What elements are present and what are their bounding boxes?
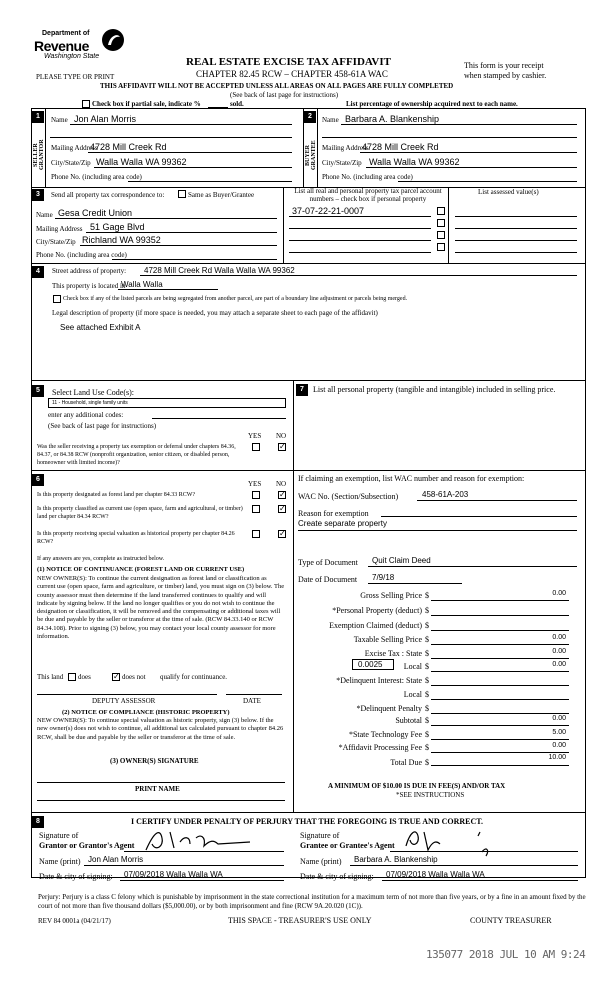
fee-label-processing: *Affidavit Processing Fee	[338, 743, 422, 752]
form-title: REAL ESTATE EXCISE TAX AFFIDAVIT	[186, 56, 391, 68]
historic-no-checkbox[interactable]: ✓	[279, 529, 286, 538]
qualify-label: qualify for continuance.	[160, 673, 228, 681]
fee-currency-taxable: $	[425, 635, 429, 644]
fee-value-processing[interactable]: 0.00	[552, 742, 566, 749]
additional-codes-label: enter any additional codes:	[48, 411, 124, 419]
treasurer-stamp: 135077 2018 JUL 10 AM 9:24	[426, 948, 586, 961]
grantor-date-label: Date & city of signing:	[39, 872, 113, 881]
section-6-number: 6	[32, 474, 44, 486]
doc-type-label: Type of Document	[298, 558, 358, 567]
assessed-label: List assessed value(s)	[478, 188, 539, 196]
exemption-question: Was the seller receiving a property tax exemption or deferral under chapters 84.36, 84.37, or 84.38 RCW (nonprofit organization, senior citizen, or disabled person, homeowner with limited income)?	[37, 444, 236, 466]
minimum-due: A MINIMUM OF $10.00 IS DUE IN FEE(S) AND/OR TAX	[328, 782, 506, 790]
seller-side-label: SELLER GRANTOR	[33, 139, 45, 171]
this-land-label: This land	[37, 673, 64, 681]
compliance-title: (2) NOTICE OF COMPLIANCE (HISTORIC PROPERTY)	[62, 709, 230, 716]
street-label: Street address of property:	[52, 267, 127, 275]
logo-revenue: Revenue	[34, 38, 89, 54]
grantee-name-label: Name (print)	[300, 857, 342, 866]
grantor-date-city[interactable]: 07/09/2018 Walla Walla WA	[124, 870, 223, 879]
buyer-mailing-label: Mailing Address	[322, 144, 369, 152]
fee-value-local[interactable]: 0.00	[552, 661, 566, 668]
land-use-select[interactable]	[48, 398, 286, 408]
parcel-list-label: List all real and personal property tax parcel account numbers – check box if personal property	[294, 187, 442, 203]
fee-label-local: Local	[403, 662, 422, 671]
s3-city-label: City/State/Zip	[36, 238, 76, 246]
partial-sale-label: Check box if partial sale, indicate %	[92, 100, 201, 108]
logo-state: Washington State	[44, 53, 100, 60]
reason-label: Reason for exemption	[298, 509, 369, 518]
fee-currency-personal: $	[425, 606, 429, 615]
s5-yes: YES	[248, 432, 262, 440]
continuance-title: (1) NOTICE OF CONTINUANCE (FOREST LAND OR CURRENT USE)	[37, 566, 245, 573]
buyer-name-label: Name	[322, 116, 339, 124]
doc-date[interactable]: 7/9/18	[372, 573, 395, 582]
fee-label-taxable: Taxable Selling Price	[353, 635, 422, 644]
wac-number[interactable]: 458-61A-203	[422, 490, 469, 499]
form-subtitle: CHAPTER 82.45 RCW – CHAPTER 458-61A WAC	[196, 69, 388, 79]
warning: THIS AFFIDAVIT WILL NOT BE ACCEPTED UNLESS ALL AREAS ON ALL PAGES ARE FULLY COMPLETED	[100, 82, 454, 90]
seller-mailing[interactable]: 4728 Mill Creek Rd	[90, 142, 167, 152]
segregated-label: Check box if any of the listed parcels are being segregated from another parcel, are part of a boundary line adjustment or parcels being merged.	[63, 296, 408, 302]
parcel-3-personal-checkbox[interactable]	[437, 231, 445, 239]
please-type: PLEASE TYPE OR PRINT	[36, 73, 115, 81]
county-treasurer-label: COUNTY TREASURER	[470, 916, 552, 925]
parcel-1-personal-checkbox[interactable]	[437, 207, 445, 215]
parcel-4-personal-checkbox[interactable]	[437, 243, 445, 251]
exemption-reason[interactable]: Create separate property	[298, 519, 387, 528]
fee-currency-local: $	[425, 662, 429, 671]
fee-value-total[interactable]: 10.00	[548, 754, 566, 761]
date-label: DATE	[243, 697, 261, 705]
forest-no-checkbox[interactable]: ✓	[279, 490, 286, 499]
section-3-number: 3	[32, 189, 44, 201]
partial-sale-checkbox[interactable]	[82, 100, 90, 108]
s3-mailing[interactable]: 51 Gage Blvd	[90, 222, 145, 232]
certify-statement: I CERTIFY UNDER PENALTY OF PERJURY THAT THE FOREGOING IS TRUE AND CORRECT.	[131, 817, 484, 826]
seller-mailing-label: Mailing Address	[51, 144, 98, 152]
forest-yes-checkbox[interactable]	[252, 491, 260, 499]
buyer-city[interactable]: Walla Walla WA 99362	[369, 157, 460, 167]
fee-label-technology: *State Technology Fee	[348, 730, 422, 739]
see-back-top: (See back of last page for instructions)	[230, 91, 339, 99]
fee-currency-gross: $	[425, 591, 429, 600]
fee-value-excise-state[interactable]: 0.00	[552, 648, 566, 655]
logo-dept: Department of	[42, 30, 90, 37]
fee-label-interest-local: Local	[403, 690, 422, 699]
section-4-number: 4	[32, 266, 44, 278]
historic-question: Is this property receiving special valuation as historical property per chapter 84.26 RCW?	[37, 531, 235, 545]
does-label: does	[78, 673, 91, 681]
grantor-sig-label: Signature of	[39, 831, 79, 840]
grantor-printed-name[interactable]: Jon Alan Morris	[88, 855, 144, 864]
s3-name-label: Name	[36, 211, 53, 219]
claim-exemption-label: If claiming an exemption, list WAC number and reason for exemption:	[298, 474, 525, 483]
seller-name[interactable]: Jon Alan Morris	[74, 114, 137, 124]
buyer-name[interactable]: Barbara A. Blankenship	[345, 114, 440, 124]
grantor-signature[interactable]	[140, 824, 260, 854]
fee-label-excise-state: Excise Tax : State	[364, 649, 422, 658]
seller-phone-label: Phone No. (including area code)	[51, 173, 142, 181]
doc-date-label: Date of Document	[298, 575, 358, 584]
deputy-assessor-label: DEPUTY ASSESSOR	[92, 697, 156, 705]
segregated-checkbox[interactable]	[53, 295, 61, 303]
select-land-use-label: Select Land Use Code(s):	[52, 388, 134, 397]
seller-name-label: Name	[51, 116, 68, 124]
perjury-notice: Perjury: Perjury is a class C felony which is punishable by imprisonment in the state correctional institution for a maximum term of not more than five years, or by a fine in an amount fixed by the court of not more than five thousand dollars ($5,000.00), or by both imprisonment and fine (RCW 9A.20.020 (1C)).	[38, 893, 586, 910]
see-back-s5: (See back of last page for instructions)	[48, 422, 157, 430]
fee-label-interest-state: *Delinquent Interest: State	[336, 676, 422, 685]
fee-value-taxable[interactable]: 0.00	[552, 634, 566, 641]
section-2-number: 2	[304, 111, 316, 123]
legal-label: Legal description of property (if more space is needed, you may attach a separate sheet to each page of the affidavit)	[52, 309, 378, 317]
fee-currency-interest-state: $	[425, 676, 429, 685]
fee-label-gross: Gross Selling Price	[360, 591, 422, 600]
owner-signature-label: (3) OWNER(S) SIGNATURE	[110, 757, 199, 765]
s3-name[interactable]: Gesa Credit Union	[58, 208, 133, 218]
s6-yes: YES	[248, 480, 262, 488]
personal-property-label: List all personal property (tangible and intangible) included in selling price.	[313, 385, 556, 394]
grantee-sig-label: Signature of	[300, 831, 340, 840]
receipt-note: This form is your receipt when stamped by cashier.	[464, 61, 547, 80]
fee-label-total: Total Due	[390, 758, 422, 767]
s3-city[interactable]: Richland WA 99352	[82, 235, 161, 245]
continuance-text: NEW OWNER(S): To continue the current designation as forest land or classification as current use (open space, farm and agriculture, or timber) land, you must sign on (3) below. The county assessor must then determine if the land transferred continues to qualify and will indicate by signing below. If the land no longer qualifies or you do not wish to continue the designation or classification, it will be removed and the compensating or additional taxes will be due and payable by the seller or transferor at the time of sale. (RCW 84.33.140 or RCW 84.34.108). Prior to signing (3) below, you may contact your local county assessor for more information.	[37, 575, 285, 641]
fee-currency-penalty: $	[425, 704, 429, 713]
list-pct-label: List percentage of ownership acquired next to each name.	[346, 100, 518, 108]
fee-currency-total: $	[425, 758, 429, 767]
legal-description[interactable]: See attached Exhibit A	[60, 323, 141, 332]
print-name-label: PRINT NAME	[135, 785, 180, 793]
fee-label-subtotal: Subtotal	[395, 716, 422, 725]
treasurer-space-label: THIS SPACE - TREASURER'S USE ONLY	[228, 916, 372, 925]
exemption-yes-checkbox[interactable]	[252, 443, 260, 451]
section-1-number: 1	[32, 111, 44, 123]
form-number: REV 84 0001a (04/21/17)	[38, 917, 111, 925]
fee-label-exemption: Exemption Claimed (deduct)	[329, 621, 422, 630]
dor-swoosh-icon	[100, 27, 126, 53]
buyer-side-label: BUYER GRANTEE	[305, 140, 317, 170]
fee-currency-subtotal: $	[425, 716, 429, 725]
fee-currency-interest-local: $	[425, 690, 429, 699]
current-use-no-checkbox[interactable]: ✓	[279, 504, 286, 513]
current-use-yes-checkbox[interactable]	[252, 505, 260, 513]
parcel-2-personal-checkbox[interactable]	[437, 219, 445, 227]
send-label: Send all property tax correspondence to:	[51, 191, 165, 199]
compliance-text: NEW OWNER(S): To continue special valuation as historic property, sign (3) below. If the new owner(s) does not wish to continue, all additional tax calculated pursuant to chapter 84.26 RCW, shall be due and payable by the seller or transferor at the time of sale.	[37, 717, 284, 741]
section-8-number: 8	[32, 816, 44, 828]
buyer-city-label: City/State/Zip	[322, 159, 362, 167]
section-5-number: 5	[32, 385, 44, 397]
if-yes-label: If any answers are yes, complete as instructed below.	[37, 556, 165, 562]
does-not-checkbox[interactable]: ✓	[113, 672, 120, 681]
fee-value-gross[interactable]: 0.00	[552, 590, 566, 597]
grantee-sig-label2: Grantee or Grantee's Agent	[300, 841, 395, 850]
same-as-buyer-checkbox[interactable]	[178, 190, 186, 198]
sold-label: sold.	[230, 100, 244, 108]
grantor-sig-label2: Grantor or Grantor's Agent	[39, 841, 135, 850]
fee-label-personal: *Personal Property (deduct)	[332, 606, 422, 615]
parcel-1[interactable]: 37-07-22-21-0007	[292, 206, 365, 216]
s3-mailing-label: Mailing Address	[36, 225, 83, 233]
section-7-number: 7	[296, 384, 308, 396]
s5-no: NO	[276, 432, 287, 440]
fee-label-penalty: *Delinquent Penalty	[356, 704, 422, 713]
grantor-name-label: Name (print)	[39, 857, 81, 866]
current-use-question: Is this property classified as current use (open space, farm and agricultural, or timber) land per chapter 84.34 RCW?	[37, 506, 243, 520]
located-label: This property is located in	[52, 282, 126, 290]
same-as-buyer-label: Same as Buyer/Grantee	[188, 191, 255, 199]
grantee-printed-name[interactable]: Barbara A. Blankenship	[354, 855, 438, 864]
does-not-label: does not	[122, 673, 146, 681]
historic-yes-checkbox[interactable]	[252, 530, 260, 538]
fee-currency-processing: $	[425, 743, 429, 752]
street-address[interactable]: 4728 Mill Creek Rd Walla Walla WA 99362	[144, 266, 295, 275]
s3-phone-label: Phone No. (including area code)	[36, 251, 127, 259]
does-checkbox[interactable]	[68, 673, 76, 681]
exemption-no-checkbox[interactable]: ✓	[279, 442, 286, 451]
s6-no: NO	[276, 480, 287, 488]
local-rate: 0.0025	[358, 660, 383, 669]
see-instructions: *SEE INSTRUCTIONS	[396, 791, 465, 799]
grantee-date-city[interactable]: 07/09/2018 Walla Walla WA	[386, 870, 485, 879]
doc-type[interactable]: Quit Claim Deed	[372, 556, 431, 565]
buyer-phone-label: Phone No. (including area code)	[322, 173, 413, 181]
forest-question: Is this property designated as forest land per chapter 84.33 RCW?	[37, 492, 196, 498]
buyer-mailing[interactable]: 4728 Mill Creek Rd	[362, 142, 439, 152]
located-in[interactable]: Walla Walla	[121, 280, 163, 289]
seller-city-label: City/State/Zip	[51, 159, 91, 167]
grantee-date-label: Date & city of signing:	[300, 872, 374, 881]
fee-value-technology[interactable]: 5.00	[552, 729, 566, 736]
seller-city[interactable]: Walla Walla WA 99362	[96, 157, 187, 167]
land-use-value: 11 - Household, single family units	[52, 400, 128, 406]
wac-label: WAC No. (Section/Subsection)	[298, 492, 399, 501]
fee-currency-excise-state: $	[425, 649, 429, 658]
fee-value-subtotal[interactable]: 0.00	[552, 715, 566, 722]
fee-currency-exemption: $	[425, 621, 429, 630]
fee-currency-technology: $	[425, 730, 429, 739]
